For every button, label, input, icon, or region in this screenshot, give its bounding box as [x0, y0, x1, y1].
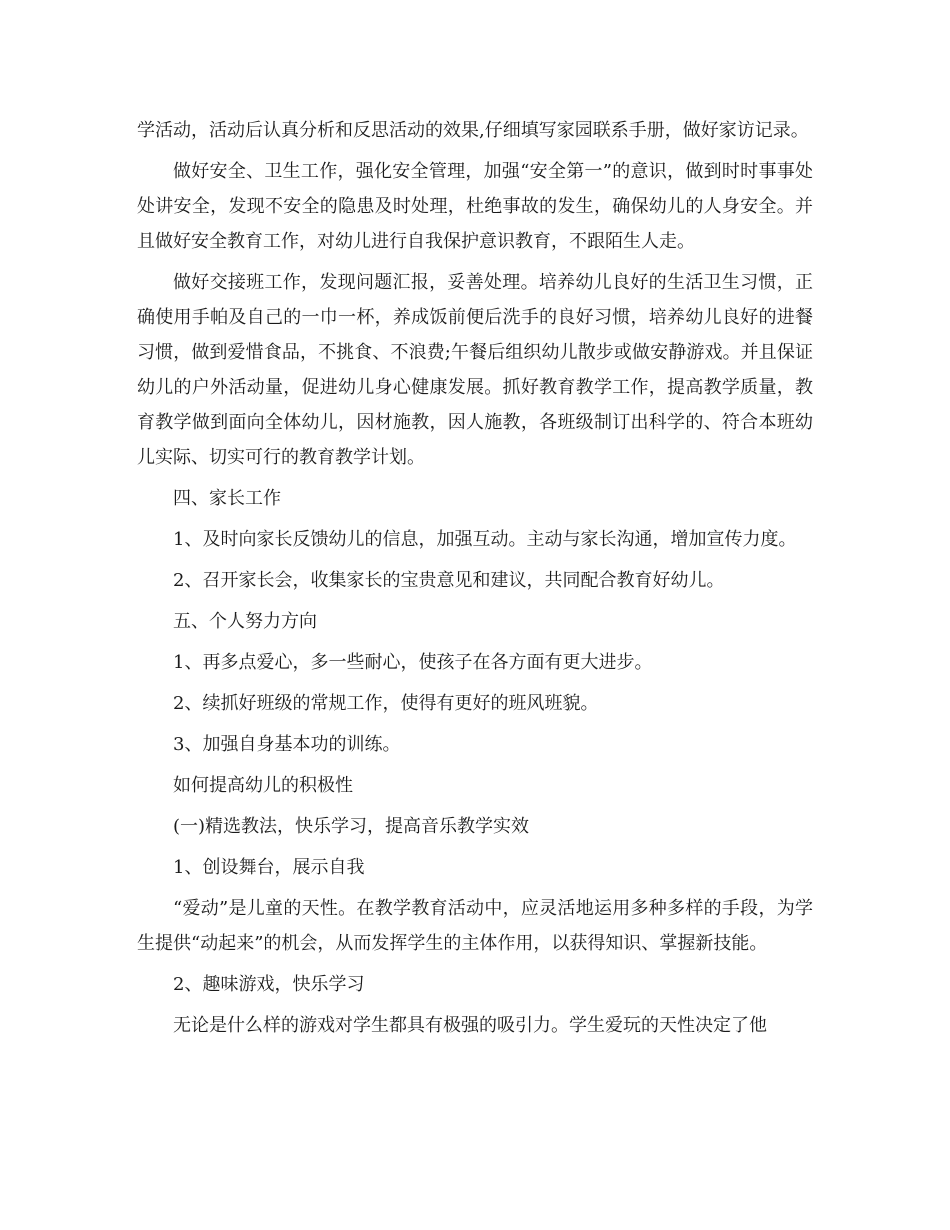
document-body	[137, 113, 813, 1049]
list-item-personal-2: 2、续抓好班级的常规工作，使得有更好的班风班貌。	[173, 693, 599, 714]
paragraph-games: 无论是什么样的游戏对学生都具有极强的吸引力。学生爱玩的天性决定了他	[173, 1015, 767, 1036]
paragraph-active-nature: “爱动”是儿童的天性。在教学教育活动中，应灵活地运用多种多样的手段，为学生提供“动起来”的机会，从而发挥学生的主体作用，以获得知识、掌握新技能。	[137, 898, 813, 954]
list-item-parents-2: 2、召开家长会，收集家长的宝贵意见和建议，共同配合教育好幼儿。	[173, 570, 725, 591]
paragraph-continuation: 学活动，活动后认真分析和反思活动的效果,仔细填写家园联系手册，做好家访记录。	[137, 120, 809, 141]
subsection-heading-games: 2、趣味游戏，快乐学习	[173, 974, 365, 995]
section-heading-parents: 四、家长工作	[173, 488, 281, 509]
subsection-heading-stage: 1、创设舞台，展示自我	[173, 857, 365, 878]
section-heading-enthusiasm: 如何提高幼儿的积极性	[173, 775, 353, 796]
section-heading-personal: 五、个人努力方向	[173, 611, 317, 632]
list-item-personal-3: 3、加强自身基本功的训练。	[173, 734, 401, 755]
paragraph-safety: 做好安全、卫生工作，强化安全管理，加强“安全第一”的意识，做到时时事事处处讲安全，发现不安全的隐患及时处理，杜绝事故的发生，确保幼儿的人身安全。并且做好安全教育工作，对幼儿进行自我保护意识教育，不跟陌生人走。	[137, 161, 813, 252]
list-item-parents-1: 1、及时向家长反馈幼儿的信息，加强互动。主动与家长沟通，增加宣传力度。	[173, 529, 797, 550]
subsection-heading-teaching: (一)精选教法，快乐学习，提高音乐教学实效	[173, 816, 530, 837]
paragraph-handover: 做好交接班工作，发现问题汇报，妥善处理。培养幼儿良好的生活卫生习惯，正确使用手帕及自己的一巾一杯，养成饭前便后洗手的良好习惯，培养幼儿良好的进餐习惯，做到爱惜食品，不挑食、不浪费;午餐后组织幼儿散步或做安静游戏。并且保证幼儿的户外活动量，促进幼儿身心健康发展。抓好教育教学工作，提高教学质量，教育教学做到面向全体幼儿，因材施教，因人施教，各班级制订出科学的、符合本班幼儿实际、切实可行的教育教学计划。	[137, 272, 813, 468]
list-item-personal-1: 1、再多点爱心，多一些耐心，使孩子在各方面有更大进步。	[173, 652, 653, 673]
